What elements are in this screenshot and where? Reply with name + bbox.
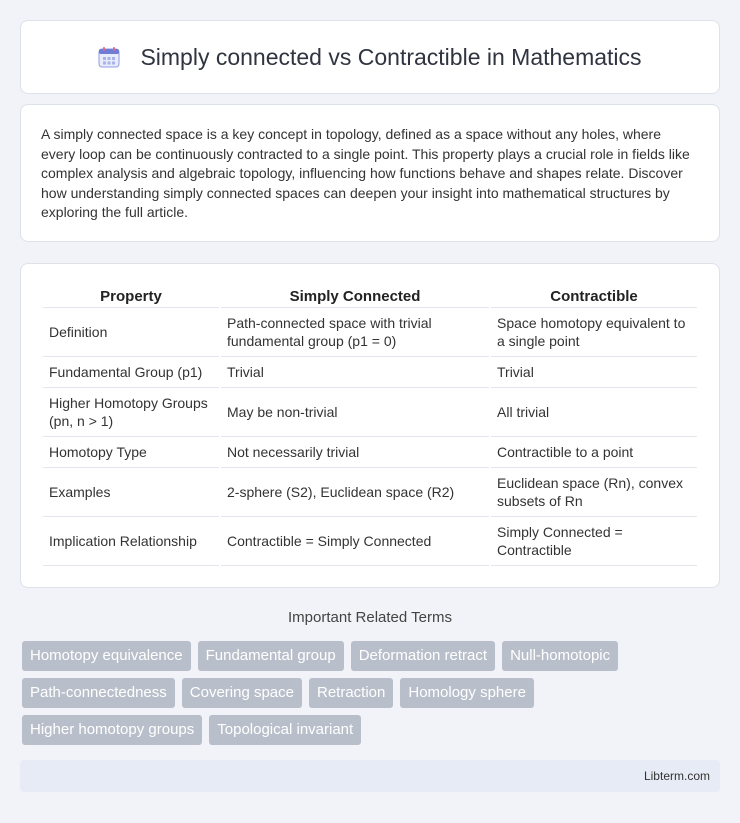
comparison-table-card	[20, 263, 720, 588]
table-cell: Homotopy Type	[43, 437, 219, 468]
footer	[20, 760, 720, 792]
related-term-tag[interactable]: Path-connectedness	[22, 678, 175, 708]
related-term-tag[interactable]: Retraction	[309, 678, 393, 708]
header-simply-connected: Simply Connected	[221, 282, 489, 308]
table-cell: Simply Connected = Contractible	[491, 517, 697, 566]
table-cell: Not necessarily trivial	[221, 437, 489, 468]
related-term-tag[interactable]: Homology sphere	[400, 678, 534, 708]
table-cell: May be non-trivial	[221, 388, 489, 437]
table-cell: Space homotopy equivalent to a single point	[491, 308, 697, 357]
table-row	[43, 437, 697, 468]
intro-text: A simply connected space is a key concept in topology, defined as a space without any holes, where every loop can be continuously contracted to a single point. This property plays a crucial role in fields like complex analysis and algebraic topology, influencing how functions behave and shapes relate. Discover how understanding simply connected spaces can deepen your insight into mathematical structures by exploring the full article.	[41, 126, 690, 220]
table-cell: Contractible = Simply Connected	[221, 517, 489, 566]
table-header-row	[43, 282, 697, 308]
header-property: Property	[43, 282, 219, 308]
table-cell: Implication Relationship	[43, 517, 219, 566]
related-term-tag[interactable]: Covering space	[182, 678, 302, 708]
table-cell: Definition	[43, 308, 219, 357]
calendar-icon	[98, 46, 120, 68]
table-cell: All trivial	[491, 388, 697, 437]
table-cell: Trivial	[491, 357, 697, 388]
table-row	[43, 517, 697, 566]
table-cell: Examples	[43, 468, 219, 517]
table-cell: 2-sphere (S2), Euclidean space (R2)	[221, 468, 489, 517]
table-row	[43, 357, 697, 388]
related-term-tag[interactable]: Deformation retract	[351, 641, 495, 671]
footer-site-link[interactable]: Libterm.com	[643, 769, 710, 783]
header-card	[20, 20, 720, 94]
table-cell: Higher Homotopy Groups (pn, n > 1)	[43, 388, 219, 437]
table-cell: Contractible to a point	[491, 437, 697, 468]
table-cell: Path-connected space with trivial fundamental group (p1 = 0)	[221, 308, 489, 357]
related-term-tag[interactable]: Higher homotopy groups	[22, 715, 202, 745]
related-term-tag[interactable]: Topological invariant	[209, 715, 361, 745]
header-contractible: Contractible	[491, 282, 697, 308]
table-cell: Trivial	[221, 357, 489, 388]
table-row	[43, 308, 697, 357]
related-term-tag[interactable]: Homotopy equivalence	[22, 641, 191, 671]
related-term-tag[interactable]: Null-homotopic	[502, 641, 618, 671]
comparison-table	[41, 282, 699, 566]
related-terms-title: Important Related Terms	[288, 609, 452, 626]
table-row	[43, 468, 697, 517]
related-terms-list	[22, 641, 722, 752]
table-row	[43, 388, 697, 437]
table-cell: Fundamental Group (p1)	[43, 357, 219, 388]
table-cell: Euclidean space (Rn), convex subsets of Rn	[491, 468, 697, 517]
related-term-tag[interactable]: Fundamental group	[198, 641, 344, 671]
intro-card	[20, 104, 720, 242]
page-title: Simply connected vs Contractible in Mathematics	[140, 43, 642, 70]
